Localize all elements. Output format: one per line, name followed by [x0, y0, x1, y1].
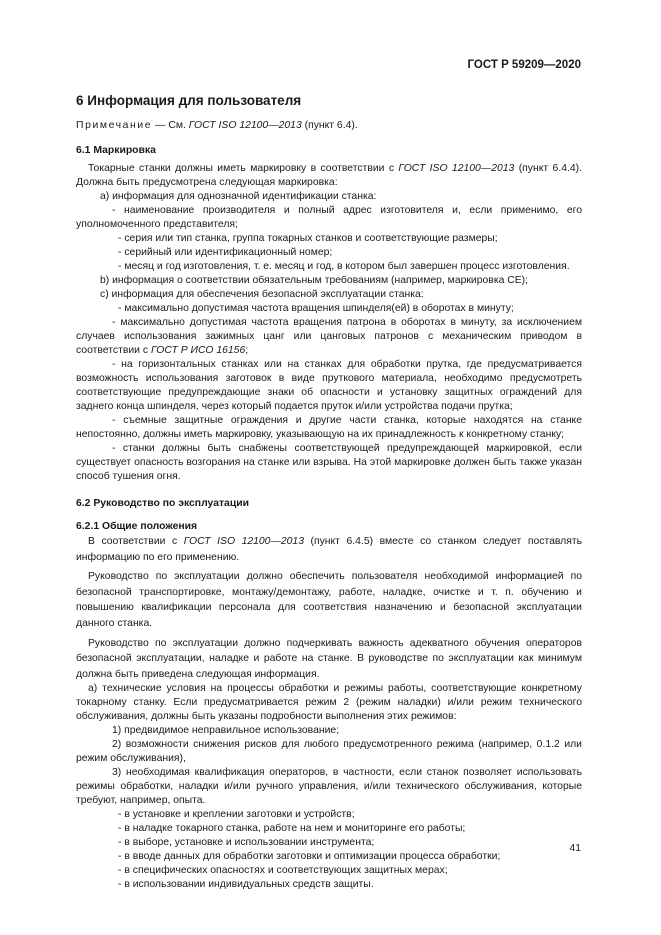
manual-item-a3: 3) необходимая квалификация операторов, в частности, если станок позволяет использовать режимы обработки, наладки и/или ручного управления, и/или технического обслуживания, которые требуют, например, опыта. — [76, 767, 582, 807]
marking-item-a3: - серийный или идентификационный номер; — [118, 247, 333, 258]
note-dash: — См. — [152, 120, 189, 131]
marking-intro — [76, 162, 582, 190]
manual-paragraph-2: Руководство по эксплуатации должно обеспечить пользователя необходимой информацией по безопасной транспортировке, монтажу/демонтажу, работе, наладке, очистке и т. п. обучению и повышению квалификации персонала для соответствия назначению и безопасной эксплуатации данного станка. — [76, 571, 582, 629]
manual-dash-4: - в вводе данных для обработки заготовки и оптимизации процесса обработки; — [118, 851, 501, 863]
marking-item-c1: - максимально допустимая частота вращения шпинделя(ей) в оборотах в минуту; — [118, 303, 514, 314]
manual-item-a1: 1) предвидимое неправильное использование; — [112, 725, 340, 737]
marking-item-c2 — [76, 316, 582, 358]
marking-item-a1: - наименование производителя и полный адрес изготовителя и, если применимо, его уполномоченного представителя; — [76, 205, 582, 230]
marking-item-c2-reference: ГОСТ Р ИСО 16156 — [150, 345, 246, 356]
note-label: Примечание — [76, 120, 153, 131]
marking-item-c2-end: ; — [245, 345, 249, 356]
marking-item-a2: - серия или тип станка, группа токарных станков и соответствующие размеры; — [118, 233, 498, 244]
manual-item-a: а) технические условия на процессы обработки и режимы работы, соответствующие конкретному токарному станку. Если предусматривается режим 2 (режим наладки) и/или режим технического обслуживания, должны быть указаны подробности выполнения этих режимов: — [76, 683, 582, 723]
note-reference: ГОСТ ISO 12100—2013 — [188, 120, 302, 131]
note-tail: (пункт 6.4). — [301, 120, 358, 131]
note-paragraph — [76, 119, 582, 133]
manual-paragraph-1-text: В соответствии с — [88, 536, 184, 547]
marking-intro-text: Токарные станки должны иметь маркировку в соответствии с — [88, 163, 399, 174]
section-6-2-1-heading: 6.2.1 Общие положения — [76, 521, 198, 532]
marking-item-c: c) информация для обеспечения безопасной эксплуатации станка: — [100, 289, 424, 300]
marking-intro-text-end: (пункт 6.4.4). Должна быть предусмотрена следующая маркировка: — [76, 163, 582, 188]
marking-intro-reference: ГОСТ ISO 12100—2013 — [398, 163, 515, 174]
marking-item-c3: - на горизонтальных станках или на станках для обработки прутка, где предусматривается возможность использования заготовок в виде пруткового материала, необходимо предусмотреть соответствующие предупреждающие знаки об опасности и установку защитных ограждений для заднего конца шпинделя, через который подается пруток и/или устройства подачи прутка; — [76, 359, 582, 412]
manual-dash-3: - в выборе, установке и использовании инструмента; — [118, 837, 375, 849]
manual-dash-6: - в использовании индивидуальных средств защиты. — [118, 879, 374, 891]
marking-item-c5: - станки должны быть снабжены соответствующей предупреждающей маркировкой, если существует опасность возгорания на станке или взрыва. На этой маркировке должен быть также указан способ тушения огня. — [76, 443, 582, 482]
manual-body — [76, 534, 582, 682]
marking-item-c2-text: - максимально допустимая частота вращения патрона в оборотах в минуту, за исключением случаев использования зажимных цанг или цанговых патронов с механическим приводом в соответствии с — [76, 317, 582, 356]
page-number: 41 — [569, 843, 581, 854]
manual-paragraph-1-end: (пункт 6.4.5) вместе со станком следует поставлять информацию по его применению. — [76, 536, 583, 563]
section-6-2-heading: 6.2 Руководство по эксплуатации — [76, 498, 250, 509]
manual-paragraph-1 — [76, 534, 582, 565]
manual-dash-5: - в специфических опасностях и соответствующих защитных мерах; — [118, 865, 448, 877]
marking-item-c4: - съемные защитные ограждения и другие части станка, которые находятся на станке непостоянно, должны иметь маркировку, указывающую на их принадлежность к конкретному станку; — [76, 415, 582, 440]
section-6-1-heading: 6.1 Маркировка — [76, 145, 156, 156]
marking-item-a4: - месяц и год изготовления, т. е. месяц и год, в котором был завершен процесс изготовления. — [118, 261, 570, 272]
marking-item-b: b) информация о соответствии обязательным требованиям (например, маркировка СЕ); — [100, 275, 529, 286]
manual-paragraph-1-reference: ГОСТ ISO 12100—2013 — [183, 536, 304, 547]
standard-header: ГОСТ Р 59209—2020 — [467, 59, 581, 71]
marking-item-a: а) информация для однозначной идентификации станка: — [100, 191, 377, 202]
manual-dash-2: - в наладке токарного станка, работе на нем и мониторинге его работы; — [118, 823, 466, 835]
manual-item-a2: 2) возможности снижения рисков для любого предусмотренного режима (например, 0.1.2 или режим обслуживания), — [76, 739, 582, 765]
section-6-heading: 6 Информация для пользователя — [76, 93, 302, 108]
manual-dash-1: - в установке и креплении заготовки и устройств; — [118, 809, 355, 821]
page-content — [76, 90, 582, 892]
manual-paragraph-3: Руководство по эксплуатации должно подчеркивать важность адекватного обучения операторов безопасной эксплуатации, наладке и работе на станке. В руководстве по эксплуатации как минимум должна быть приведена следующая информация. — [76, 637, 582, 680]
